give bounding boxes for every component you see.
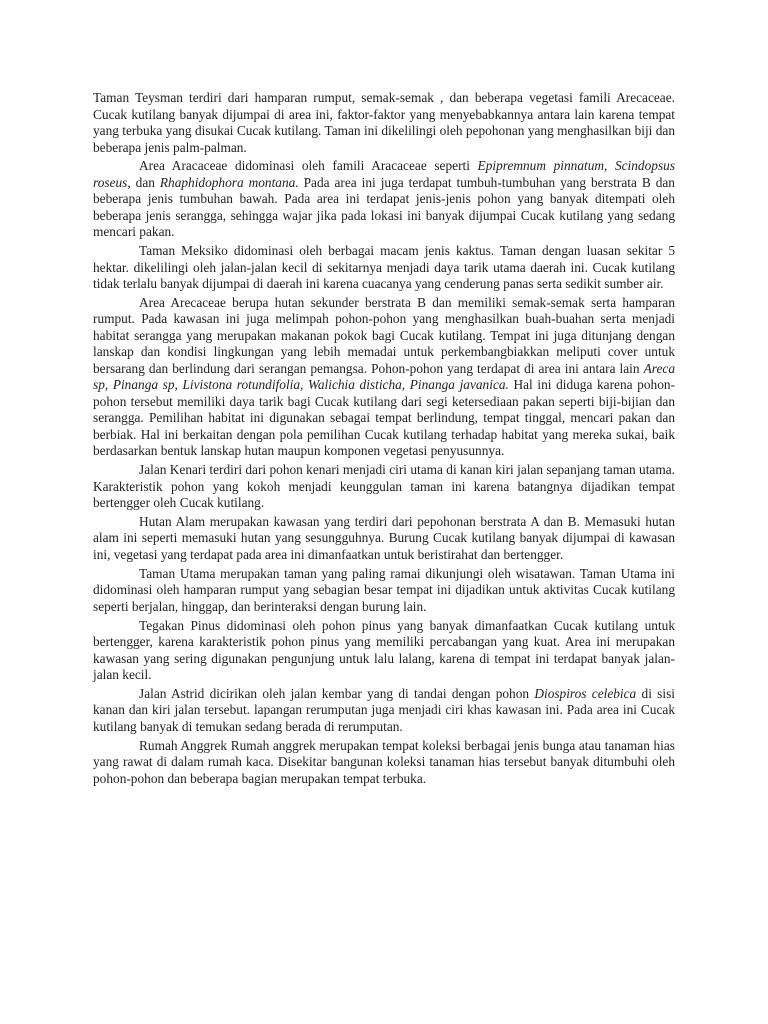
body-paragraph <box>93 566 675 616</box>
body-paragraph <box>93 243 675 293</box>
paragraph-text: di sisi kanan dan kiri jalan tersebut. lapangan rerumputan juga menjadi ciri khas kawasan ini. Pada area ini Cucak kutilang banyak di temukan sedang berada di rerumputan. <box>93 685 675 734</box>
paragraph-text: dan <box>130 174 160 190</box>
body-paragraph <box>93 514 675 564</box>
body-paragraph <box>93 295 675 460</box>
species-name-italic: Epipremnum pinnatum, Scindopsus roseus, <box>93 158 676 190</box>
paragraph-text: Jalan Kenari terdiri dari pohon kenari menjadi ciri utama di kanan kiri jalan sepanjang taman utama. Karakteristik pohon yang kokoh menjadi keunggulan taman ini karena batangnya dijadikan tempat bertengger oleh Cucak kutilang. <box>93 462 675 511</box>
paragraph-text: Rumah Anggrek Rumah anggrek merupakan tempat koleksi berbagai jenis bunga atau tanaman hias yang rawat di dalam rumah kaca. Disekitar bangunan koleksi tanaman hias tersebut banyak ditumbuhi oleh pohon-pohon dan beberapa bagian merupakan tempat terbuka. <box>93 737 675 786</box>
body-paragraph <box>93 618 675 684</box>
paragraph-text: Taman Utama merupakan taman yang paling ramai dikunjungi oleh wisatawan. Taman Utama ini didominasi oleh hamparan rumput yang sebagian besar tempat ini dijadikan untuk aktivitas Cucak kutilang seperti berjalan, hinggap, dan berinteraksi dengan burung lain. <box>93 565 675 614</box>
paragraph-text: Tegakan Pinus didominasi oleh pohon pinus yang banyak dimanfaatkan Cucak kutilang untuk bertengger, karena karakteristik pohon pinus yang memiliki percabangan yang kuat. Area ini merupakan kawasan yang sering digunakan pengunjung untuk lalu lalang, karena di tempat ini terdapat banyak jalan-jalan kecil. <box>93 617 675 683</box>
paragraph-text: Taman Meksiko didominasi oleh berbagai macam jenis kaktus. Taman dengan luasan sekitar 5 hektar. dikelilingi oleh jalan-jalan kecil di sekitarnya menjadi daya tarik utama daerah ini. Cucak kutilang tidak terlalu banyak dijumpai di daerah ini karena cuacanya yang cenderung panas serta sedikit sumber air. <box>93 243 675 292</box>
paragraph-text: Jalan Astrid dicirikan oleh jalan kembar yang di tandai dengan pohon <box>139 685 535 701</box>
paragraph-text: Area Aracaceae didominasi oleh famili Aracaceae seperti <box>139 158 478 174</box>
species-name-italic: Rhaphidophora montana. <box>159 174 299 190</box>
species-name-italic: Areca sp, Pinanga sp, Livistona rotundifolia, Walichia disticha, Pinanga javanica. <box>93 360 675 393</box>
paragraph-text: Area Arecaceae berupa hutan sekunder berstrata B dan memiliki semak-semak serta hamparan rumput. Pada kawasan ini juga melimpah pohon-pohon yang menghasilkan buah-buahan serta menjadi habitat serangga yang merupakan makanan pokok bagi Cucak kutilang. Tempat ini juga ditunjang dengan lanskap dan kondisi lingkungan yang lebih memadai untuk perkembangbiakkan meliputi cover untuk bersarang dan berlindung dari serangan pemangsa. Pohon-pohon yang terdapat di area ini antara lain <box>93 294 675 376</box>
document-page <box>93 90 675 789</box>
body-paragraph <box>93 738 675 788</box>
paragraph-text: Hal ini diduga karena pohon-pohon tersebut memiliki daya tarik bagi Cucak kutilang dari segi ketersediaan pakan seperti biji-bijian dan serangga. Pemilihan habitat ini digunakan sebagai tempat berlindung, tempat tinggal, mencari pakan dan berbiak. Hal ini berkaitan dengan pola pemilihan Cucak kutilang terhadap habitat yang mereka sukai, baik berdasarkan bentuk lanskap hutan maupun komponen vegetasi penyusunnya. <box>93 377 675 459</box>
species-name-italic: Diospiros celebica <box>534 685 637 701</box>
paragraph-text: Pada area ini juga terdapat tumbuh-tumbuhan yang berstrata B dan beberapa jenis tumbuhan bawah. Pada area ini terdapat jenis-jenis pohon yang banyak ditempati oleh beberapa jenis serangga, sehingga wajar jika pada lokasi ini banyak dijumpai Cucak kutilang yang sedang mencari pakan. <box>93 174 675 240</box>
body-paragraph <box>93 462 675 512</box>
body-paragraph <box>93 158 675 241</box>
body-paragraph <box>93 90 675 156</box>
paragraph-text: Hutan Alam merupakan kawasan yang terdiri dari pepohonan berstrata A dan B. Memasuki hutan alam ini seperti memasuki hutan yang sesungguhnya. Burung Cucak kutilang banyak dijumpai di kawasan ini, vegetasi yang terdapat pada area ini dimanfaatkan untuk beristirahat dan bertengger. <box>93 513 675 562</box>
paragraph-text: Taman Teysman terdiri dari hamparan rumput, semak-semak , dan beberapa vegetasi famili Arecaceae. Cucak kutilang banyak dijumpai di area ini, faktor-faktor yang menyebabkannya antara lain karena tempat yang terbuka yang disukai Cucak kutilang. Taman ini dikelilingi oleh pepohonan yang menghasilkan biji dan beberapa jenis palm-palman. <box>93 90 675 155</box>
body-paragraph <box>93 686 675 736</box>
